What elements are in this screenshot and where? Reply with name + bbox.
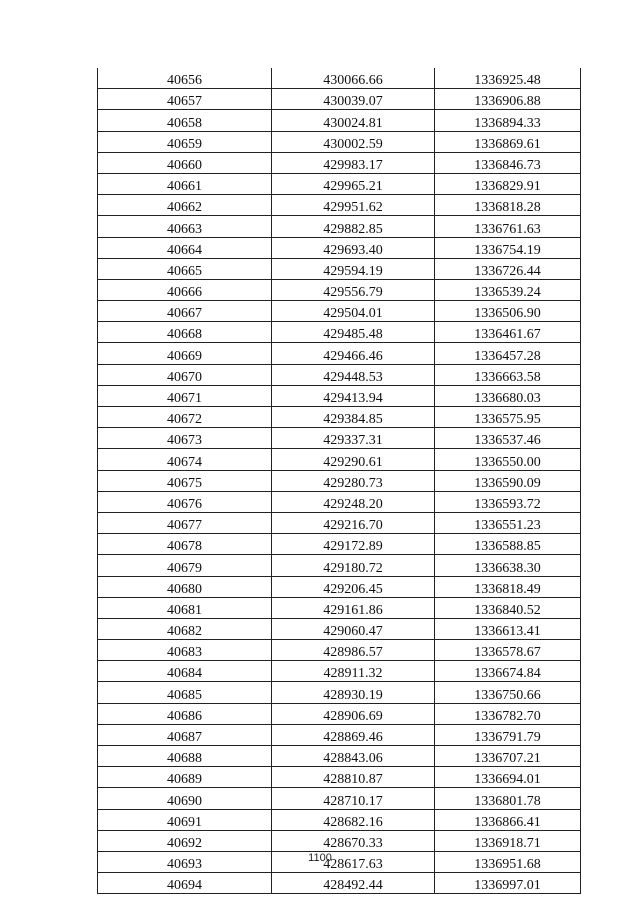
y-coordinate-cell: 1336578.67 [435, 640, 581, 661]
point-id-cell: 40656 [98, 68, 272, 89]
x-coordinate-cell: 429172.89 [272, 534, 435, 555]
table-row [98, 152, 581, 173]
coordinate-table-body [98, 68, 581, 894]
y-coordinate-cell: 1336461.67 [435, 322, 581, 343]
y-coordinate-cell: 1336869.61 [435, 131, 581, 152]
table-row [98, 343, 581, 364]
x-coordinate-cell: 428911.32 [272, 661, 435, 682]
y-coordinate-cell: 1336906.88 [435, 89, 581, 110]
table-row [98, 809, 581, 830]
y-coordinate-cell: 1336613.41 [435, 618, 581, 639]
point-id-cell: 40678 [98, 534, 272, 555]
x-coordinate-cell: 430066.66 [272, 68, 435, 89]
table-row [98, 216, 581, 237]
table-row [98, 279, 581, 300]
y-coordinate-cell: 1336918.71 [435, 830, 581, 851]
x-coordinate-cell: 429280.73 [272, 470, 435, 491]
x-coordinate-cell: 428869.46 [272, 724, 435, 745]
x-coordinate-cell: 430024.81 [272, 110, 435, 131]
point-id-cell: 40668 [98, 322, 272, 343]
y-coordinate-cell: 1336506.90 [435, 301, 581, 322]
table-row [98, 385, 581, 406]
point-id-cell: 40686 [98, 703, 272, 724]
point-id-cell: 40688 [98, 746, 272, 767]
y-coordinate-cell: 1336575.95 [435, 407, 581, 428]
table-row [98, 449, 581, 470]
x-coordinate-cell: 429206.45 [272, 576, 435, 597]
x-coordinate-cell: 428710.17 [272, 788, 435, 809]
point-id-cell: 40658 [98, 110, 272, 131]
point-id-cell: 40691 [98, 809, 272, 830]
x-coordinate-cell: 428810.87 [272, 767, 435, 788]
table-row [98, 618, 581, 639]
point-id-cell: 40675 [98, 470, 272, 491]
y-coordinate-cell: 1336694.01 [435, 767, 581, 788]
table-row [98, 830, 581, 851]
x-coordinate-cell: 429504.01 [272, 301, 435, 322]
x-coordinate-cell: 428670.33 [272, 830, 435, 851]
y-coordinate-cell: 1336680.03 [435, 385, 581, 406]
point-id-cell: 40667 [98, 301, 272, 322]
y-coordinate-cell: 1336829.91 [435, 173, 581, 194]
table-row [98, 470, 581, 491]
y-coordinate-cell: 1336663.58 [435, 364, 581, 385]
x-coordinate-cell: 428986.57 [272, 640, 435, 661]
x-coordinate-cell: 429594.19 [272, 258, 435, 279]
y-coordinate-cell: 1336638.30 [435, 555, 581, 576]
table-row [98, 788, 581, 809]
x-coordinate-cell: 429951.62 [272, 195, 435, 216]
table-row [98, 364, 581, 385]
point-id-cell: 40666 [98, 279, 272, 300]
table-row [98, 640, 581, 661]
x-coordinate-cell: 429384.85 [272, 407, 435, 428]
x-coordinate-cell: 429882.85 [272, 216, 435, 237]
table-row [98, 703, 581, 724]
x-coordinate-cell: 429337.31 [272, 428, 435, 449]
y-coordinate-cell: 1336588.85 [435, 534, 581, 555]
point-id-cell: 40672 [98, 407, 272, 428]
point-id-cell: 40665 [98, 258, 272, 279]
y-coordinate-cell: 1336801.78 [435, 788, 581, 809]
point-id-cell: 40694 [98, 873, 272, 894]
x-coordinate-cell: 429485.48 [272, 322, 435, 343]
x-coordinate-cell: 429161.86 [272, 597, 435, 618]
point-id-cell: 40671 [98, 385, 272, 406]
y-coordinate-cell: 1336590.09 [435, 470, 581, 491]
x-coordinate-cell: 428492.44 [272, 873, 435, 894]
y-coordinate-cell: 1336818.49 [435, 576, 581, 597]
table-row [98, 873, 581, 894]
x-coordinate-cell: 429248.20 [272, 491, 435, 512]
x-coordinate-cell: 429060.47 [272, 618, 435, 639]
y-coordinate-cell: 1336550.00 [435, 449, 581, 470]
x-coordinate-cell: 429556.79 [272, 279, 435, 300]
x-coordinate-cell: 429693.40 [272, 237, 435, 258]
x-coordinate-cell: 428843.06 [272, 746, 435, 767]
x-coordinate-cell: 429983.17 [272, 152, 435, 173]
table-row [98, 682, 581, 703]
table-row [98, 195, 581, 216]
point-id-cell: 40670 [98, 364, 272, 385]
table-row [98, 407, 581, 428]
x-coordinate-cell: 429448.53 [272, 364, 435, 385]
point-id-cell: 40660 [98, 152, 272, 173]
table-row [98, 173, 581, 194]
x-coordinate-cell: 430039.07 [272, 89, 435, 110]
point-id-cell: 40674 [98, 449, 272, 470]
coordinate-table-container [97, 68, 580, 894]
y-coordinate-cell: 1336951.68 [435, 851, 581, 872]
table-row [98, 491, 581, 512]
point-id-cell: 40681 [98, 597, 272, 618]
point-id-cell: 40683 [98, 640, 272, 661]
table-row [98, 258, 581, 279]
table-row [98, 512, 581, 533]
y-coordinate-cell: 1336726.44 [435, 258, 581, 279]
x-coordinate-cell: 429965.21 [272, 173, 435, 194]
point-id-cell: 40692 [98, 830, 272, 851]
x-coordinate-cell: 429466.46 [272, 343, 435, 364]
point-id-cell: 40680 [98, 576, 272, 597]
y-coordinate-cell: 1336866.41 [435, 809, 581, 830]
y-coordinate-cell: 1336674.84 [435, 661, 581, 682]
point-id-cell: 40657 [98, 89, 272, 110]
point-id-cell: 40682 [98, 618, 272, 639]
point-id-cell: 40693 [98, 851, 272, 872]
x-coordinate-cell: 430002.59 [272, 131, 435, 152]
point-id-cell: 40673 [98, 428, 272, 449]
table-row [98, 428, 581, 449]
table-row [98, 131, 581, 152]
table-row [98, 322, 581, 343]
y-coordinate-cell: 1336537.46 [435, 428, 581, 449]
point-id-cell: 40687 [98, 724, 272, 745]
table-row [98, 597, 581, 618]
table-row [98, 576, 581, 597]
x-coordinate-cell: 428617.63 [272, 851, 435, 872]
y-coordinate-cell: 1336925.48 [435, 68, 581, 89]
y-coordinate-cell: 1336707.21 [435, 746, 581, 767]
table-row [98, 68, 581, 89]
y-coordinate-cell: 1336840.52 [435, 597, 581, 618]
point-id-cell: 40685 [98, 682, 272, 703]
point-id-cell: 40664 [98, 237, 272, 258]
table-row [98, 237, 581, 258]
x-coordinate-cell: 429180.72 [272, 555, 435, 576]
y-coordinate-cell: 1336593.72 [435, 491, 581, 512]
point-id-cell: 40661 [98, 173, 272, 194]
table-row [98, 555, 581, 576]
y-coordinate-cell: 1336818.28 [435, 195, 581, 216]
x-coordinate-cell: 429290.61 [272, 449, 435, 470]
table-row [98, 767, 581, 788]
point-id-cell: 40659 [98, 131, 272, 152]
point-id-cell: 40684 [98, 661, 272, 682]
y-coordinate-cell: 1336754.19 [435, 237, 581, 258]
point-id-cell: 40677 [98, 512, 272, 533]
point-id-cell: 40679 [98, 555, 272, 576]
table-row [98, 724, 581, 745]
page-number: 1100 [308, 852, 332, 864]
point-id-cell: 40690 [98, 788, 272, 809]
point-id-cell: 40662 [98, 195, 272, 216]
y-coordinate-cell: 1336761.63 [435, 216, 581, 237]
x-coordinate-cell: 429216.70 [272, 512, 435, 533]
x-coordinate-cell: 429413.94 [272, 385, 435, 406]
point-id-cell: 40669 [98, 343, 272, 364]
x-coordinate-cell: 428906.69 [272, 703, 435, 724]
point-id-cell: 40689 [98, 767, 272, 788]
table-row [98, 89, 581, 110]
y-coordinate-cell: 1336782.70 [435, 703, 581, 724]
y-coordinate-cell: 1336457.28 [435, 343, 581, 364]
y-coordinate-cell: 1336551.23 [435, 512, 581, 533]
table-row [98, 534, 581, 555]
table-row [98, 110, 581, 131]
y-coordinate-cell: 1336539.24 [435, 279, 581, 300]
table-row [98, 301, 581, 322]
coordinate-table [97, 68, 581, 894]
table-row [98, 746, 581, 767]
x-coordinate-cell: 428930.19 [272, 682, 435, 703]
y-coordinate-cell: 1336750.66 [435, 682, 581, 703]
y-coordinate-cell: 1336997.01 [435, 873, 581, 894]
y-coordinate-cell: 1336894.33 [435, 110, 581, 131]
point-id-cell: 40676 [98, 491, 272, 512]
y-coordinate-cell: 1336791.79 [435, 724, 581, 745]
y-coordinate-cell: 1336846.73 [435, 152, 581, 173]
x-coordinate-cell: 428682.16 [272, 809, 435, 830]
point-id-cell: 40663 [98, 216, 272, 237]
table-row [98, 661, 581, 682]
